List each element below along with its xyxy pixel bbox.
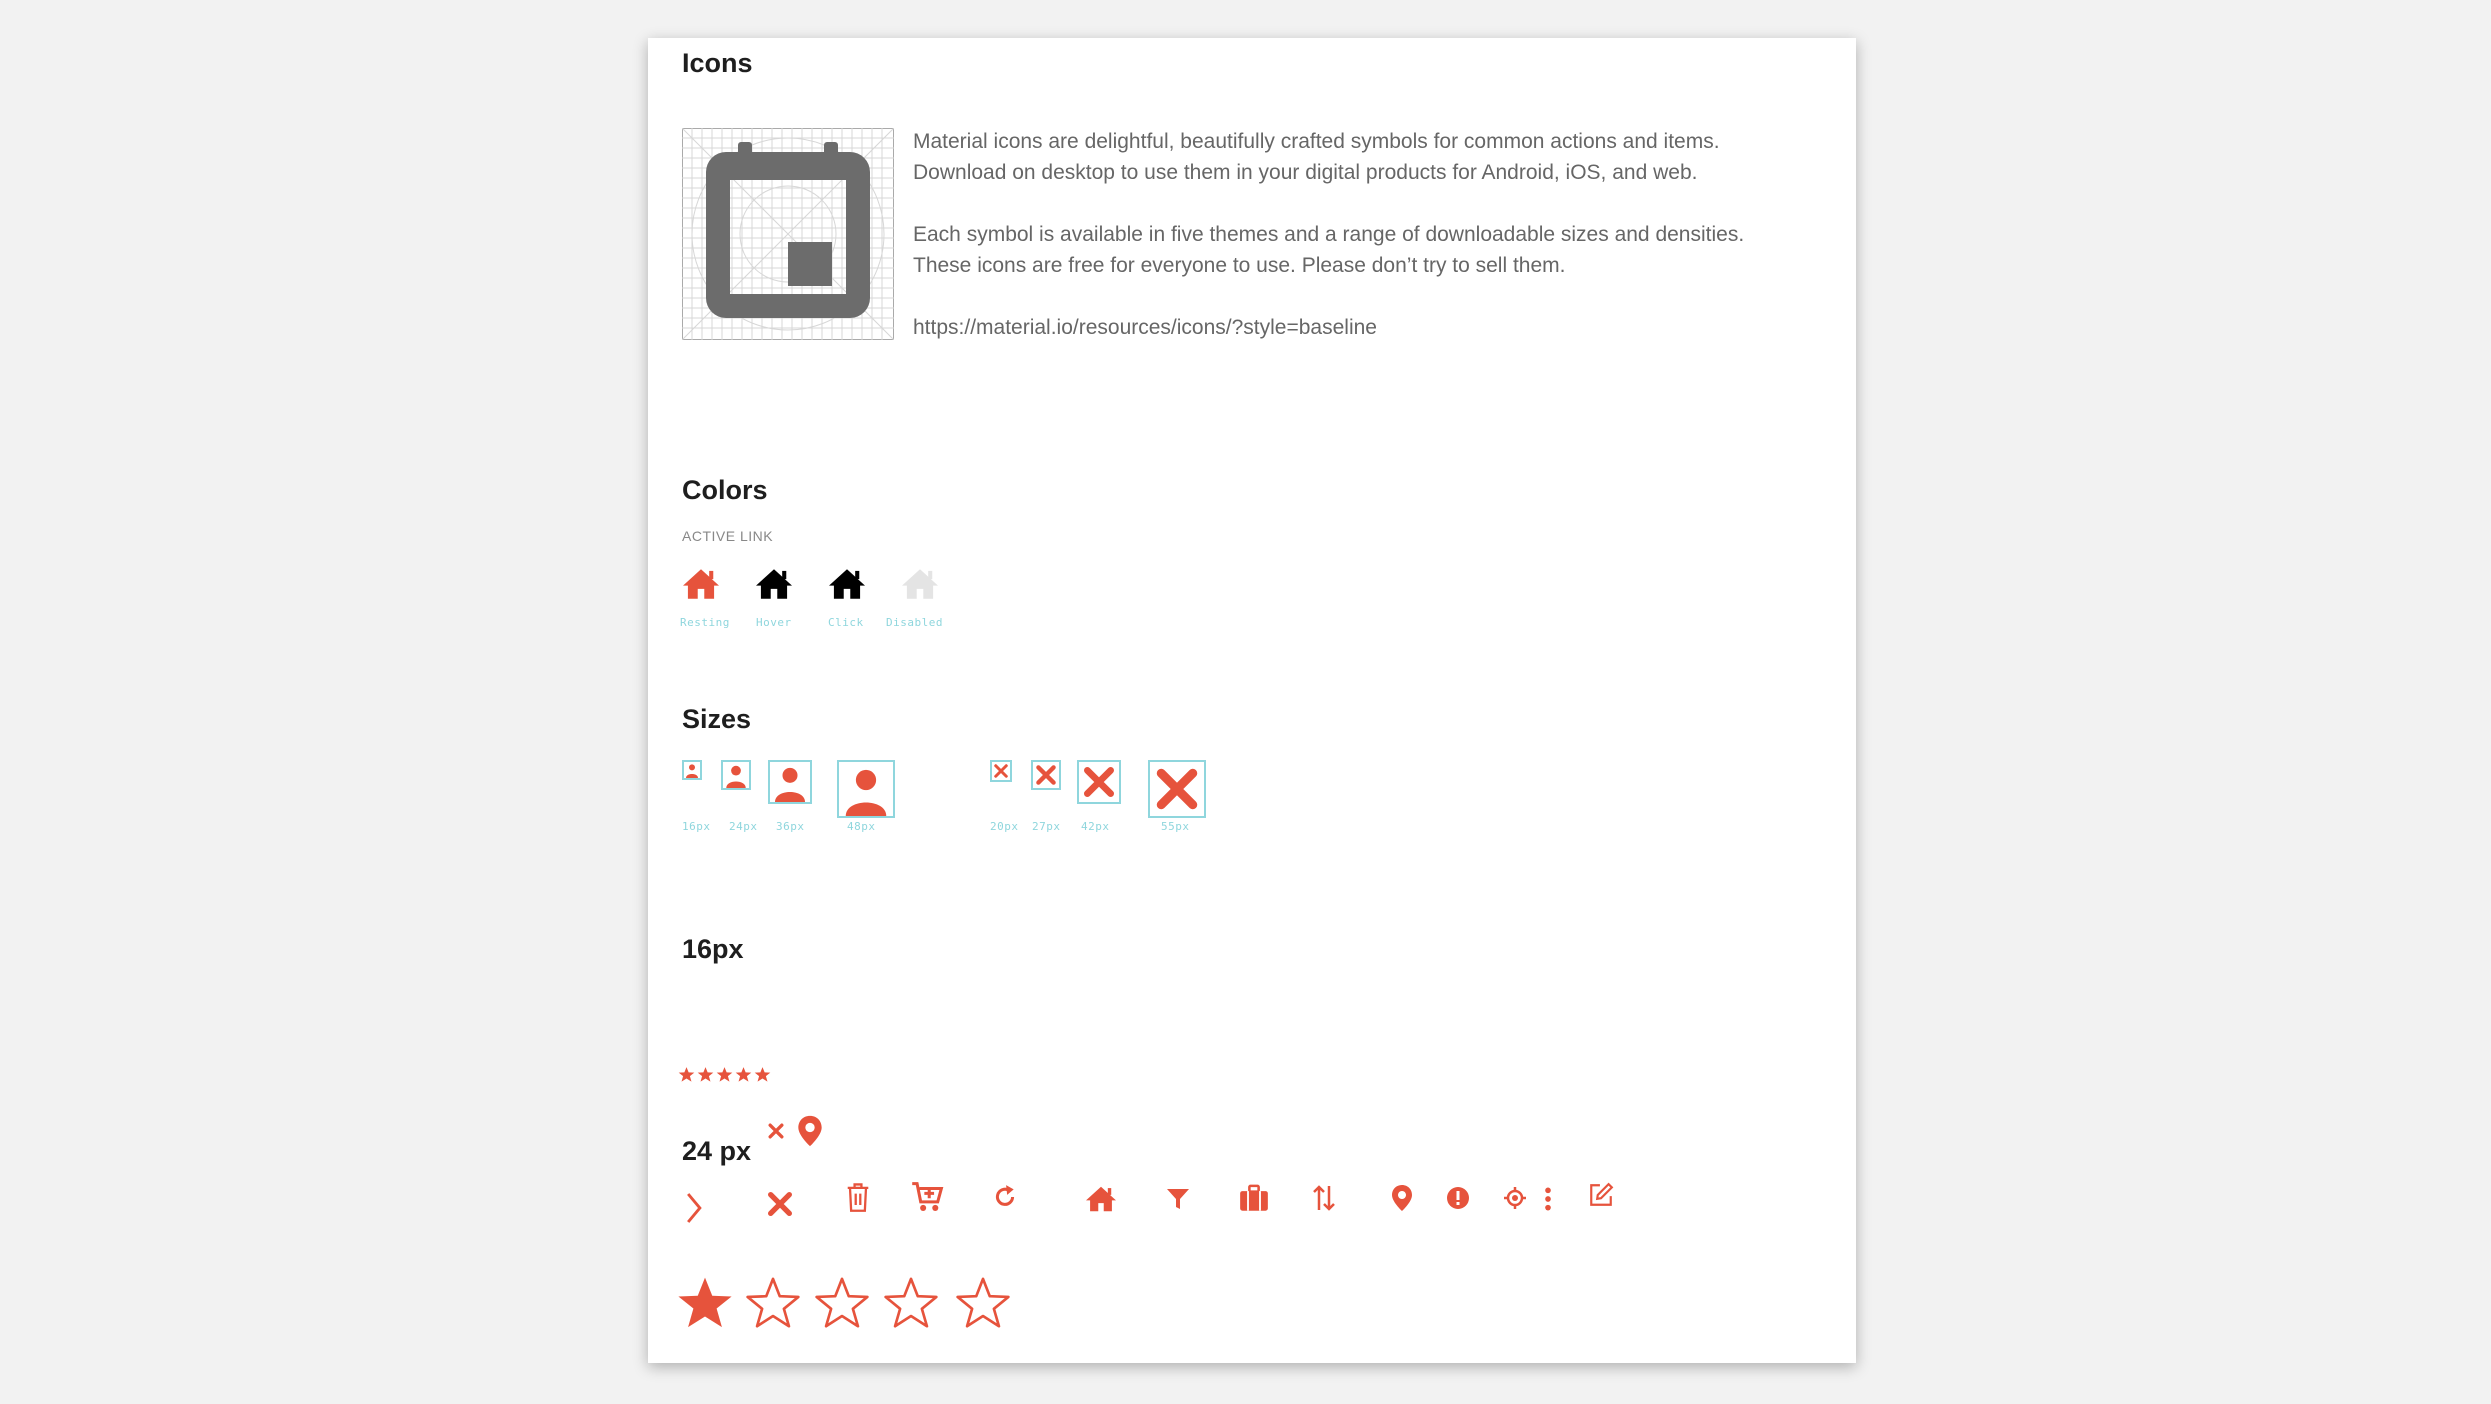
sizes-section-title: Sizes [682,704,752,734]
description-line: These icons are free for everyone to use. Please don’t try to sell them. [913,254,1566,277]
home-icon[interactable] [1084,1184,1118,1214]
star-filled-icon[interactable] [676,1274,734,1332]
icons-description [913,126,1744,343]
close-icon [1077,760,1121,804]
home-icon [754,566,794,602]
size-label: 55px [1161,820,1190,833]
star-outline-icon[interactable] [882,1274,940,1332]
size-label: 42px [1081,820,1110,833]
state-label: Disabled [886,616,943,629]
star-icon [754,1066,771,1083]
location-pin-icon[interactable] [796,1114,824,1148]
info-icon[interactable] [1446,1186,1470,1210]
location-pin-icon[interactable] [1390,1183,1414,1213]
close-icon[interactable] [764,1188,796,1220]
home-icon [681,566,721,602]
person-icon [682,760,702,780]
size-label: 24px [729,820,758,833]
star-icon [678,1066,695,1083]
icon-guidelines-card [648,38,1856,1363]
star-outline-icon[interactable] [744,1274,802,1332]
calendar-today-icon [682,128,894,340]
person-icon [721,760,751,790]
sort-icon[interactable] [1312,1184,1336,1212]
size-label: 20px [990,820,1019,833]
star-icon [716,1066,733,1083]
star-outline-icon[interactable] [813,1274,871,1332]
home-icon [827,566,867,602]
material-icons-link[interactable]: https://material.io/resources/icons/?style=baseline [913,316,1377,339]
refresh-icon[interactable] [992,1184,1018,1210]
person-icon [837,760,895,818]
star-icon [697,1066,714,1083]
add-to-cart-icon[interactable] [911,1181,945,1213]
size-label: 27px [1032,820,1061,833]
close-icon [1148,760,1206,818]
close-icon[interactable] [766,1121,786,1141]
description-line: Download on desktop to use them in your digital products for Android, iOS, and web. [913,161,1698,184]
close-icon [990,760,1012,782]
px24-section-title: 24 px [682,1136,752,1166]
edit-icon[interactable] [1588,1182,1614,1208]
colors-section-title: Colors [682,475,768,505]
active-link-label: ACTIVE LINK [682,528,774,544]
size-label: 48px [847,820,876,833]
description-line: Material icons are delightful, beautifully crafted symbols for common actions and items. [913,130,1720,153]
size-label: 16px [682,820,711,833]
close-icon [1031,760,1061,790]
star-icon [735,1066,752,1083]
crosshair-icon[interactable] [1503,1186,1527,1210]
state-label: Click [828,616,864,629]
home-icon [900,566,940,602]
state-label: Hover [756,616,792,629]
size-label: 36px [776,820,805,833]
description-line: Each symbol is available in five themes and a range of downloadable sizes and densities. [913,223,1745,246]
person-icon [768,760,812,804]
px16-section-title: 16px [682,934,744,964]
chevron-right-icon[interactable] [680,1188,708,1228]
state-label: Resting [680,616,730,629]
icons-section-title: Icons [682,48,753,78]
filter-icon[interactable] [1166,1186,1190,1212]
briefcase-icon[interactable] [1239,1184,1269,1212]
trash-icon[interactable] [844,1181,872,1213]
star-outline-icon[interactable] [954,1274,1012,1332]
more-vertical-icon[interactable] [1543,1186,1553,1212]
